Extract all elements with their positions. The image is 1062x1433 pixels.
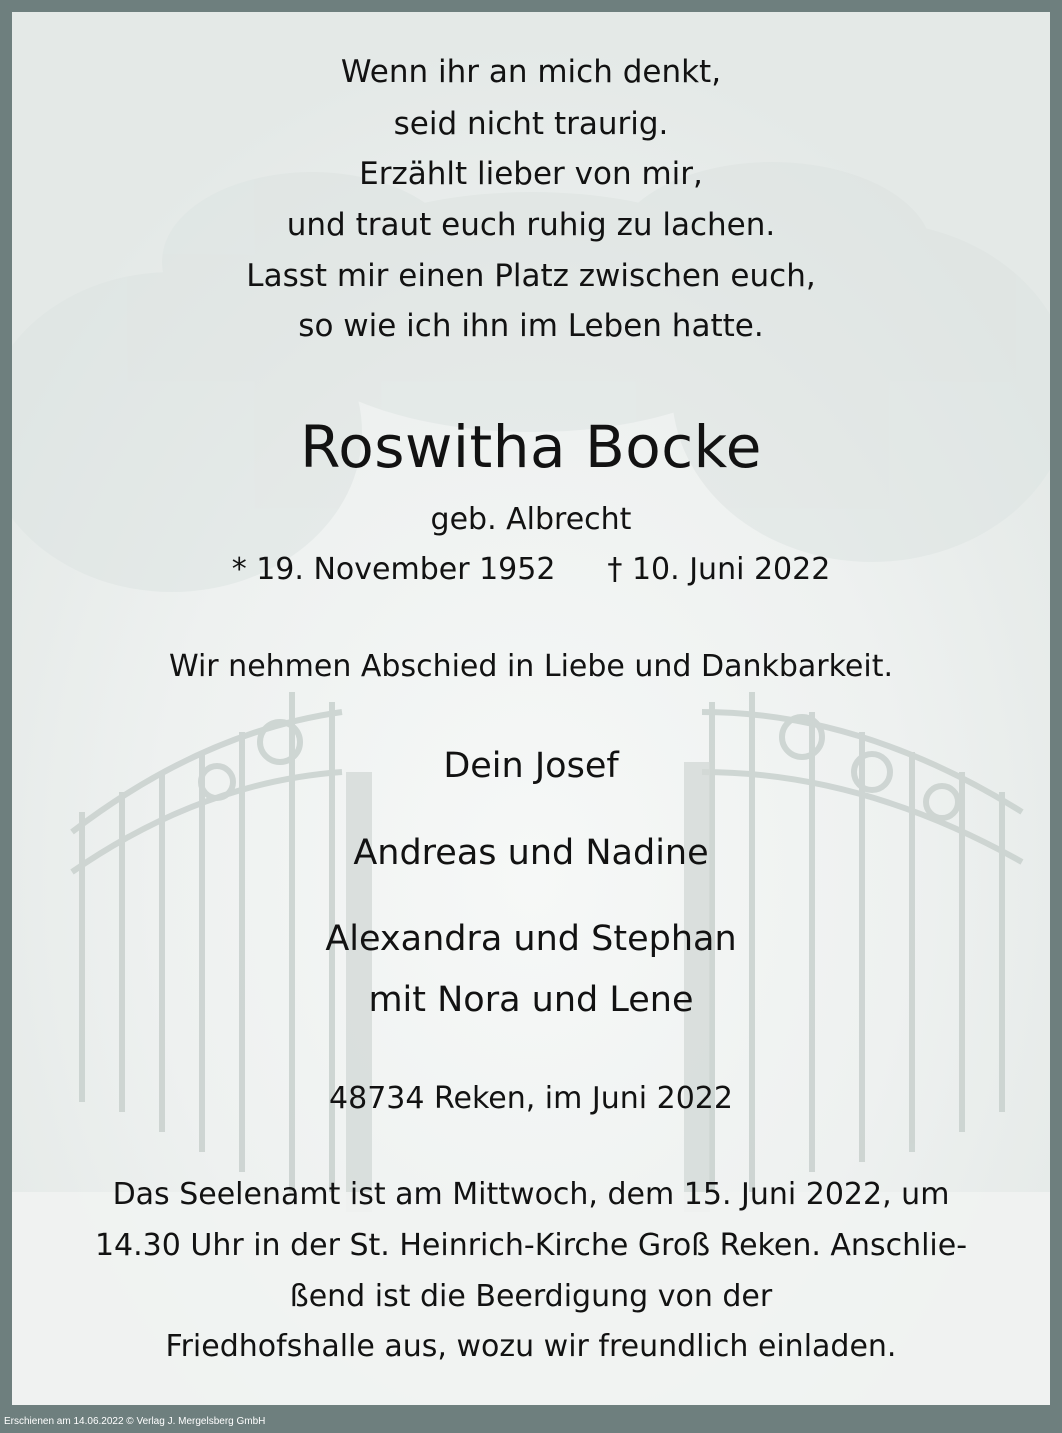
service-info-line: Friedhofshalle aus, wozu wir freundlich einladen. bbox=[165, 1329, 897, 1364]
obituary-card bbox=[12, 12, 1050, 1405]
farewell-statement: Wir nehmen Abschied in Liebe und Dankbarkeit. bbox=[168, 649, 894, 684]
service-info-line: ßend ist die Beerdigung von der bbox=[289, 1279, 773, 1314]
maiden-name: geb. Albrecht bbox=[430, 502, 632, 537]
poem-line: und traut euch ruhig zu lachen. bbox=[286, 207, 776, 243]
poem-line: seid nicht traurig. bbox=[393, 106, 669, 142]
poem-line: Wenn ihr an mich denkt, bbox=[340, 54, 722, 90]
obituary-text bbox=[12, 12, 1050, 1405]
publication-credit: Erschienen am 14.06.2022 © Verlag J. Mergelsberg GmbH bbox=[4, 1416, 266, 1427]
service-info-line: Das Seelenamt ist am Mittwoch, dem 15. Juni 2022, um bbox=[112, 1177, 950, 1212]
service-info-line: 14.30 Uhr in der St. Heinrich-Kirche Groß Reken. Anschlie- bbox=[94, 1228, 968, 1263]
place-date: 48734 Reken, im Juni 2022 bbox=[329, 1081, 733, 1116]
poem-line: Erzählt lieber von mir, bbox=[359, 156, 703, 192]
poem-line: Lasst mir einen Platz zwischen euch, bbox=[246, 258, 816, 294]
deceased-name: Roswitha Bocke bbox=[300, 413, 762, 481]
mourner-line: Andreas und Nadine bbox=[353, 833, 709, 873]
poem-line: so wie ich ihn im Leben hatte. bbox=[298, 308, 764, 344]
death-date: † 10. Juni 2022 bbox=[607, 552, 831, 587]
life-dates bbox=[12, 552, 1050, 587]
birth-date: * 19. November 1952 bbox=[231, 552, 556, 587]
mourner-line: Alexandra und Stephan bbox=[325, 919, 737, 959]
mourner-line: mit Nora und Lene bbox=[368, 980, 694, 1020]
mourner-line: Dein Josef bbox=[443, 746, 619, 786]
